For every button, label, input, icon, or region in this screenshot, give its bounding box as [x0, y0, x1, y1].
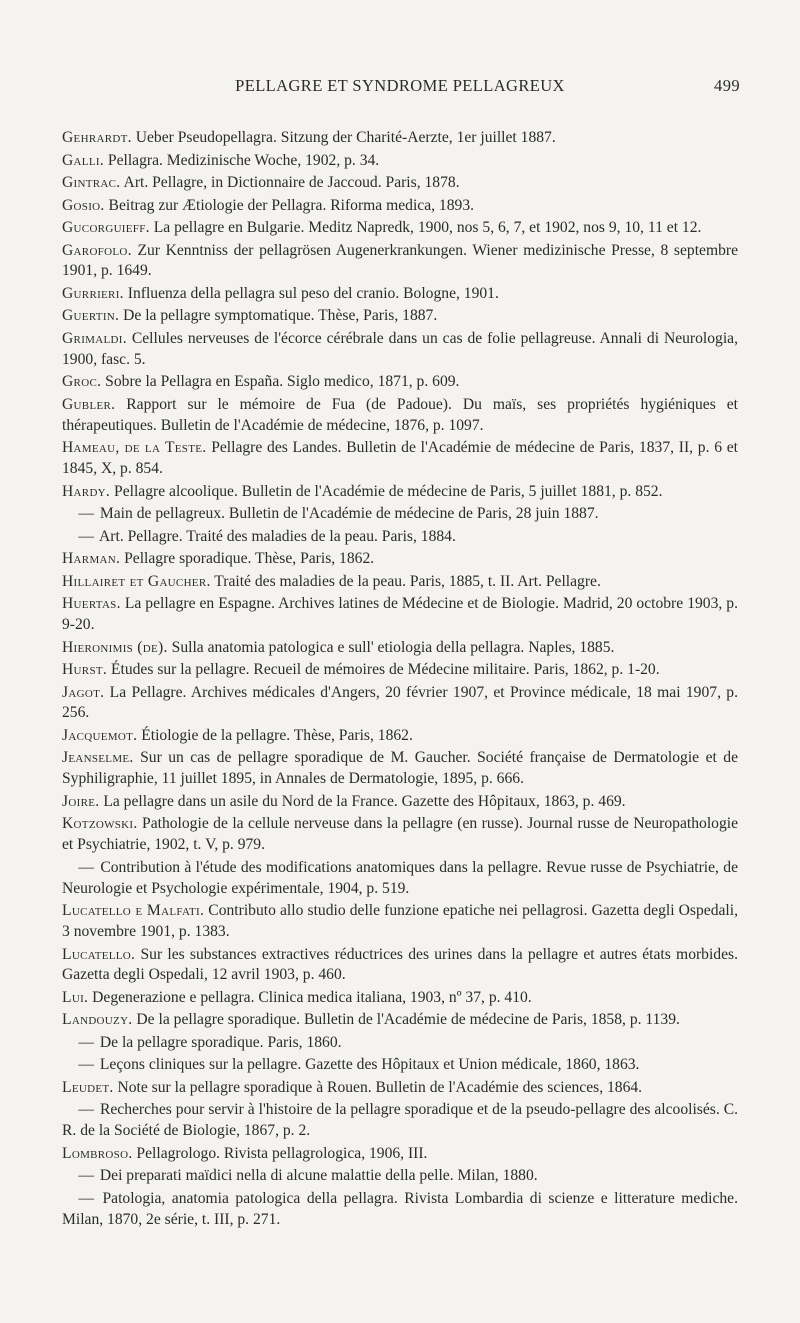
entry-author: Jeanselme. [62, 749, 134, 767]
bibliography-entry [62, 151, 738, 172]
entry-text: Études sur la pellagre. Recueil de mémoires de Médecine militaire. Paris, 1862, p. 1-20. [107, 661, 660, 679]
entry-author: Lucatello e Malfati. [62, 902, 205, 920]
entry-author: Gubler. [62, 395, 116, 413]
bibliography-entry [62, 660, 738, 681]
ditto-dash: — [78, 505, 94, 523]
entry-author: Garofolo. [62, 241, 132, 259]
entry-text: Beitrag zur Ætiologie der Pellagra. Riforma medica, 1893. [104, 196, 475, 214]
bibliography-entry [62, 1166, 738, 1187]
entry-author: Harman. [62, 550, 121, 568]
bibliography-entry [62, 1100, 738, 1142]
bibliography-entry [62, 482, 738, 503]
ditto-dash: — [78, 1056, 94, 1074]
entry-text: La pellagre en Bulgarie. Meditz Napredk, 1900, nos 5, 6, 7, et 1902, nos 9, 10, 11 et 12. [149, 219, 702, 236]
entry-text: Ueber Pseudopellagra. Sitzung der Charité-Aerzte, 1er juillet 1887. [131, 129, 556, 146]
running-title: PELLAGRE ET SYNDROME PELLAGREUX [235, 76, 565, 95]
entry-text: Traité des maladies de la peau. Paris, 1885, t. II. Art. Pellagre. [210, 572, 601, 590]
entry-text: Pathologie de la cellule nerveuse dans la pellagre (en russe). Journal russe de Neuropathologie et Psychiatrie, 1902, t. V, p. 979. [62, 815, 738, 854]
entry-author: Hardy. [62, 482, 111, 500]
bibliography-entry [62, 306, 738, 327]
bibliography-entry [62, 218, 738, 239]
entry-text: Art. Pellagre, in Dictionnaire de Jaccoud. Paris, 1878. [120, 174, 460, 191]
entry-text: Cellules nerveuses de l'écorce cérébrale dans un cas de folie pellagreuse. Annali di Neurologia, 1900, fasc. 5. [62, 329, 738, 368]
ditto-dash: — [78, 1167, 94, 1185]
bibliography-entry [62, 572, 738, 593]
bibliography-entry [62, 1010, 738, 1031]
entry-text: Pellagra. Medizinische Woche, 1902, p. 34. [104, 151, 380, 169]
bibliography-entry [62, 683, 738, 725]
bibliography-entry [62, 284, 738, 305]
entry-text: Contribution à l'étude des modifications anatomiques dans la pellagre. Revue russe de Psychiatrie, de Neurologie et Psychologie expérimentale, 1904, p. 519. [62, 858, 738, 897]
entry-author: Groc. [62, 373, 102, 391]
entry-text: De la pellagre symptomatique. Thèse, Paris, 1887. [119, 307, 438, 325]
entry-text: La pellagre en Espagne. Archives latines de Médecine et de Biologie. Madrid, 20 octobre 1903, p. 9-20. [62, 595, 738, 634]
entry-text: Sobre la Pellagra en España. Siglo medico, 1871, p. 609. [101, 373, 460, 391]
bibliography-entry [62, 372, 738, 393]
entry-author: Gucorguieff. [62, 219, 150, 236]
entry-author: Huertas. [62, 595, 121, 613]
entry-text: Pellagre sporadique. Thèse, Paris, 1862. [120, 550, 375, 568]
entry-text: Rapport sur le mémoire de Fua (de Padoue). Du maïs, ses propriétés hygiéniques et thérapeutiques. Bulletin de l'Académie de médecine, 1876, p. 1097. [62, 395, 738, 434]
entry-author: Jagot. [62, 683, 105, 701]
bibliography-entry [62, 196, 738, 217]
entry-author: Leudet. [62, 1078, 114, 1096]
entry-text: Art. Pellagre. Traité des maladies de la peau. Paris, 1884. [96, 527, 456, 545]
bibliography-entry [62, 1033, 738, 1054]
ditto-dash: — [78, 858, 94, 876]
ditto-dash: — [78, 527, 94, 545]
entry-author: Gosio. [62, 196, 105, 214]
bibliography-entry [62, 858, 738, 900]
ditto-dash: — [78, 1033, 94, 1051]
entry-text: Degenerazione e pellagra. Clinica medica italiana, 1903, nº 37, p. 410. [88, 988, 532, 1006]
entry-text: Pellagre des Landes. Bulletin de l'Académie de médecine de Paris, 1837, II, p. 6 et 1845, X, p. 854. [62, 439, 738, 478]
entry-author: Lombroso. [62, 1144, 133, 1162]
entry-text: De la pellagre sporadique. Paris, 1860. [96, 1033, 342, 1051]
entry-author: Joire. [62, 792, 100, 810]
entry-author: Lucatello. [62, 945, 136, 963]
bibliography-entry [62, 726, 738, 747]
bibliography-entry [62, 1055, 738, 1076]
entry-author: Lui. [62, 988, 89, 1006]
entry-text: Sur un cas de pellagre sporadique de M. Gaucher. Société française de Dermatologie et de Syphiligraphie, 11 juillet 1895, in Annales de Dermatologie, 1895, p. 666. [62, 749, 738, 788]
entry-text: Zur Kenntniss der pellagrösen Augenerkrankungen. Wiener medizinische Presse, 8 septembre 1901, p. 1649. [62, 241, 738, 280]
entry-author: Hieronimis (de). [62, 638, 168, 656]
entry-text: La pellagre dans un asile du Nord de la France. Gazette des Hôpitaux, 1863, p. 469. [99, 792, 626, 810]
entry-text: Dei preparati maïdici nella di alcune malattie della pelle. Milan, 1880. [96, 1167, 538, 1185]
ditto-dash: — [78, 1189, 94, 1207]
entry-text: Patologia, anatomia patologica della pellagra. Rivista Lombardia di scienze e litterature mediche. Milan, 1870, 2e série, t. III, p. 271. [62, 1189, 738, 1228]
entry-text: Main de pellagreux. Bulletin de l'Académie de médecine de Paris, 28 juin 1887. [96, 505, 599, 523]
entry-text: Sur les substances extractives réductrices des urines dans la pellagre et autres états morbides. Gazetta degli Ospedali, 12 avril 1903, p. 460. [62, 945, 738, 984]
entry-text: La Pellagre. Archives médicales d'Angers, 20 février 1907, et Province médicale, 18 mai 1907, p. 256. [62, 683, 738, 722]
entry-text: Recherches pour servir à l'histoire de la pellagre sporadique et de la pseudo-pellagre des alcoolisés. C. R. de la Société de Biologie, 1867, p. 2. [62, 1101, 738, 1140]
entry-text: Pellagrologo. Rivista pellagrologica, 1906, III. [132, 1144, 428, 1162]
entry-author: Gurrieri. [62, 284, 124, 302]
entry-author: Kotzowski. [62, 815, 138, 833]
bibliography-entry [62, 329, 738, 371]
entry-text: Sulla anatomia patologica e sull' etiologia della pellagra. Naples, 1885. [167, 638, 615, 656]
bibliography-entry [62, 638, 738, 659]
bibliography-entry [62, 814, 738, 856]
entry-text: Note sur la pellagre sporadique à Rouen. Bulletin de l'Académie des sciences, 1864. [113, 1078, 643, 1096]
bibliography-entry [62, 527, 738, 548]
entry-author: Guertin. [62, 307, 120, 325]
page-number: 499 [714, 76, 740, 95]
entry-text: Leçons cliniques sur la pellagre. Gazette des Hôpitaux et Union médicale, 1860, 1863. [96, 1056, 640, 1074]
bibliography-list [62, 128, 738, 1232]
entry-author: Gintrac. [62, 174, 121, 191]
bibliography-entry [62, 594, 738, 636]
bibliography-entry [62, 1078, 738, 1099]
entry-author: Jacquemot. [62, 726, 138, 744]
entry-author: Grimaldi. [62, 329, 127, 347]
entry-author: Gehrardt. [62, 129, 132, 146]
bibliography-entry [62, 945, 738, 987]
bibliography-entry [62, 438, 738, 480]
bibliography-entry [62, 1144, 738, 1165]
bibliography-entry [62, 395, 738, 437]
bibliography-entry [62, 549, 738, 570]
bibliography-entry [62, 1189, 738, 1231]
bibliography-entry [62, 128, 738, 149]
entry-author: Hurst. [62, 661, 108, 679]
entry-author: Hillairet et Gaucher. [62, 572, 211, 590]
entry-author: Galli. [62, 151, 105, 169]
entry-text: Contributo allo studio delle funzione epatiche nei pellagrosi. Gazetta degli Ospedali, 3 novembre 1901, p. 1383. [62, 902, 739, 941]
bibliography-entry [62, 792, 738, 813]
entry-text: Influenza della pellagra sul peso del cranio. Bologne, 1901. [123, 284, 499, 302]
bibliography-entry [62, 748, 738, 790]
entry-text: Pellagre alcoolique. Bulletin de l'Académie de médecine de Paris, 5 juillet 1881, p. 852. [110, 482, 663, 500]
bibliography-entry [62, 988, 738, 1009]
bibliography-entry [62, 241, 738, 283]
entry-text: De la pellagre sporadique. Bulletin de l'Académie de médecine de Paris, 1858, p. 1139. [132, 1011, 680, 1029]
bibliography-entry [62, 901, 738, 943]
entry-text: Étiologie de la pellagre. Thèse, Paris, 1862. [137, 726, 413, 744]
bibliography-entry [62, 504, 738, 525]
entry-author: Landouzy. [62, 1011, 133, 1029]
entry-author: Hameau, de la Teste. [62, 439, 207, 457]
running-header [60, 76, 740, 96]
ditto-dash: — [78, 1101, 94, 1119]
bibliography-entry [62, 173, 738, 194]
